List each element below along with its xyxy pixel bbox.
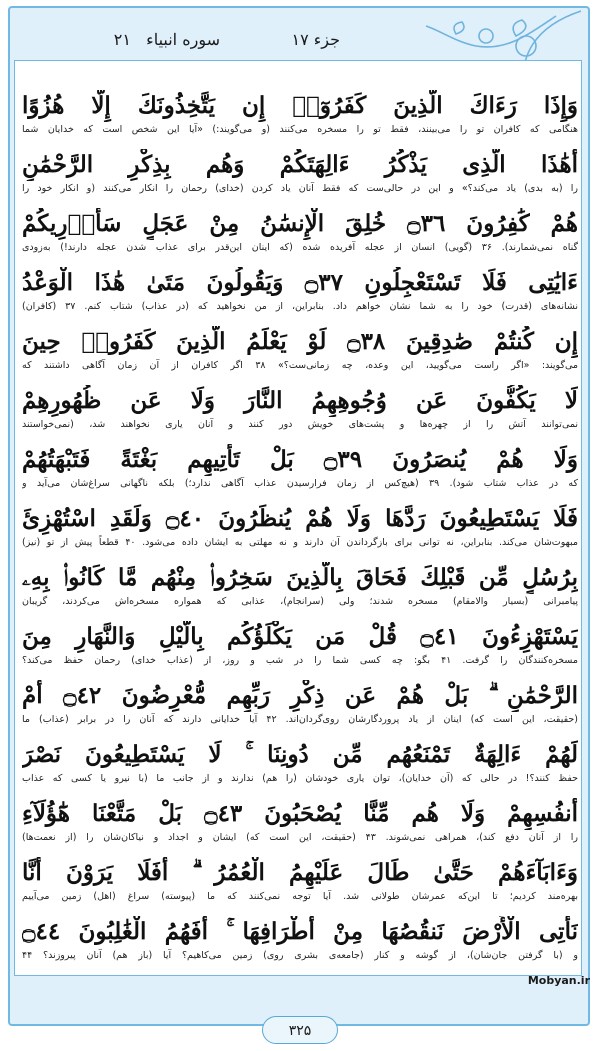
translation-line: پیامبرانی (بسیار والامقام) مسخره شدند؛ ولی (سرانجام)، عذابی که همواره مسخره‌اش می‌کردند، گریبان — [22, 596, 578, 607]
line-pair — [22, 444, 578, 503]
translation-line: نشانه‌های (قدرت) خود را به شما نشان خواهم داد. بنابراین، از من نخواهید که (در عذاب) شتاب کنم. ۳۷ (کافران) — [22, 301, 578, 312]
site-watermark: Mobyan.ir — [527, 974, 590, 987]
translation-line: بهره‌مند کردیم؛ تا این‌که عمرشان طولانی شد. آیا توجه نمی‌کنند که ما (پیوسته) سراغ (اهل) زمین می‌آییم — [22, 891, 578, 902]
line-pair — [22, 798, 578, 857]
juz-label: جزء — [313, 30, 340, 49]
translation-line: مسخره‌کنندگان را گرفت. ۴۱ بگو: چه کسی شما را در شب و روز، از (عذاب خدای) رحمان حفظ می‌کند؟ — [22, 655, 578, 666]
line-pair — [22, 739, 578, 798]
line-pair — [22, 503, 578, 562]
line-pair — [22, 267, 578, 326]
arabic-line: وَءَابَآءَهُمْ حَتَّىٰ طَالَ عَلَيْهِمُ الْعُمُرُ ۗ أَفَلَا يَرَوْنَ أَنَّا — [22, 859, 578, 886]
translation-line: که در عذاب شتاب شود). ۳۹ (هیچ‌کس از زمان فرارسیدن عذاب آگاهی ندارد؛) بلکه ناگهانی سراغ‌شان می‌آید و — [22, 478, 578, 489]
surah-number: ۲۱ — [113, 30, 131, 49]
translation-line: (حقیقت، این است که) اینان از یاد پروردگارشان روی‌گردان‌اند. ۴۲ آیا خدایانی دارند که آنان را در برابر (عذاب) ما — [22, 714, 578, 725]
arabic-line: الرَّحْمَٰنِ ۗ بَلْ هُمْ عَن ذِكْرِ رَبِّهِم مُّعْرِضُونَ ۝٤٢ أَمْ — [22, 682, 578, 709]
arabic-line: نَأْتِى الْأَرْضَ نَنقُصُهَا مِنْ أَطْرَافِهَا ۚ أَفَهُمُ الْغَٰلِبُونَ ۝٤٤ — [22, 918, 578, 945]
arabic-line: لَهُمْ ءَالِهَةٌ تَمْنَعُهُم مِّن دُونِنَا ۚ لَا يَسْتَطِيعُونَ نَصْرَ — [22, 741, 578, 768]
line-pair — [22, 857, 578, 916]
line-pair — [22, 326, 578, 385]
arabic-line: وَلَا هُمْ يُنصَرُونَ ۝٣٩ بَلْ تَأْتِيهِم بَغْتَةً فَتَبْهَتُهُمْ — [22, 446, 578, 473]
translation-line: هنگامی که کافران تو را می‌بینند، فقط تو را مسخره می‌کنند (و می‌گویند:) «آیا این شخص است که خدایان شما — [22, 124, 578, 135]
surah-label: سوره انبیاء — [146, 30, 220, 49]
translation-line: مبهوت‌شان می‌کند. بنابراین، نه توانی برای بازگرداندن آن دارند و نه مهلتی به ایشان داده می‌شود. ۴۰ قطعاً پیش از تو (نیز) — [22, 537, 578, 548]
translation-line: نمی‌توانند آتش را از چهره‌ها و پشت‌های خویش دور کنند و آنان یاری نخواهند شد، (نمی‌خواستند — [22, 419, 578, 430]
arabic-line: يَسْتَهْزِءُونَ ۝٤١ قُلْ مَن يَكْلَؤُكُم بِالَّيْلِ وَالنَّهَارِ مِنَ — [22, 623, 578, 650]
arabic-line: لَا يَكُفُّونَ عَن وُجُوهِهِمُ النَّارَ وَلَا عَن ظُهُورِهِمْ — [22, 387, 578, 414]
arabic-line: وَإِذَا رَءَاكَ الَّذِينَ كَفَرُوٓا۟ إِن يَتَّخِذُونَكَ إِلَّا هُزُوًا — [22, 92, 578, 119]
line-pair — [22, 916, 578, 975]
arabic-line: بِرُسُلٍ مِّن قَبْلِكَ فَحَاقَ بِالَّذِينَ سَخِرُوا۟ مِنْهُم مَّا كَانُوا۟ بِهِۦ — [22, 564, 578, 591]
arabic-line: أَهَٰذَا الَّذِى يَذْكُرُ ءَالِهَتَكُمْ وَهُم بِذِكْرِ الرَّحْمَٰنِ — [22, 151, 578, 178]
arabic-line: ءَايَٰتِى فَلَا تَسْتَعْجِلُونِ ۝٣٧ وَيَقُولُونَ مَتَىٰ هَٰذَا الْوَعْدُ — [22, 269, 578, 296]
page-number: ۳۲۵ — [262, 1016, 338, 1044]
surah-title — [114, 30, 220, 49]
line-pair — [22, 680, 578, 739]
translation-line: می‌گویند: «اگر راست می‌گویید، این وعده، چه زمانی‌ست؟» ۳۸ اگر کافران از آن زمان آگاهی داشتند که — [22, 360, 578, 371]
line-pair — [22, 621, 578, 680]
juz-number: ۱۷ — [291, 30, 309, 49]
line-pair — [22, 208, 578, 267]
line-pair — [22, 149, 578, 208]
translation-line: را (به بدی) یاد می‌کند؟» و این در حالی‌ست که فقط آنان یاد کردن (خدای) رحمان را انکار می‌کنند (و انکار خود را — [22, 183, 578, 194]
arabic-line: أَنفُسِهِمْ وَلَا هُم مِّنَّا يُصْحَبُونَ ۝٤٣ بَلْ مَتَّعْنَا هَٰٓؤُلَآءِ — [22, 800, 578, 827]
arabic-line: هُمْ كَٰفِرُونَ ۝٣٦ خُلِقَ الْإِنسَٰنُ مِنْ عَجَلٍ سَأُو۟رِيكُمْ — [22, 210, 578, 237]
line-pair — [22, 90, 578, 149]
translation-line: گناه نمی‌شمارند). ۳۶ (گویی) انسان از عجله آفریده شده (که اینان این‌قدر برای عذاب شدن عجله دارند!) به‌زودی — [22, 242, 578, 253]
arabic-line: فَلَا يَسْتَطِيعُونَ رَدَّهَا وَلَا هُمْ يُنظَرُونَ ۝٤٠ وَلَقَدِ اسْتُهْزِئَ — [22, 505, 578, 532]
juz-title — [291, 30, 340, 49]
line-pair — [22, 562, 578, 621]
translation-line: و (با گرفتن جان‌شان)، از گوشه و کنار (جامعه‌ی بشری روی) زمین می‌کاهیم؟ آیا (باز هم) آنان پیروزند؟ ۴۴ — [22, 950, 578, 961]
translation-line: حفظ کنند؟! در حالی که (آن خدایان)، توان یاری خودشان (را هم) ندارند و از جانب ما (با نیرو یا کسی که عذاب — [22, 773, 578, 784]
page-header — [0, 24, 600, 58]
verse-lines — [22, 90, 578, 975]
arabic-line: إِن كُنتُمْ صَٰدِقِينَ ۝٣٨ لَوْ يَعْلَمُ الَّذِينَ كَفَرُوا۟ حِينَ — [22, 328, 578, 355]
line-pair — [22, 385, 578, 444]
translation-line: را از آنان دفع کند)، همراهی نمی‌شوند. ۴۳ (حقیقت، این است که) ایشان و اجداد و نیاکان‌شان را (از نعمت‌ها) — [22, 832, 578, 843]
